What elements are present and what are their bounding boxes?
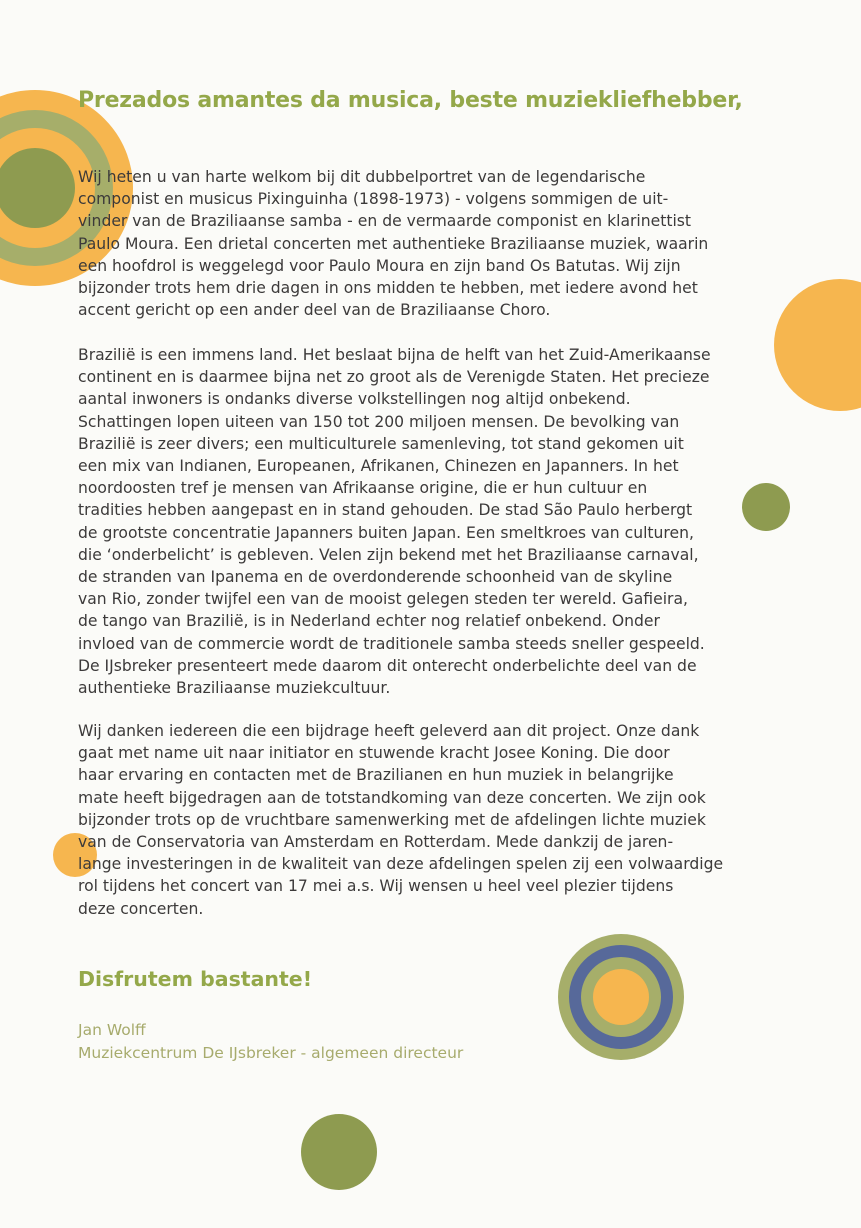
letter-heading: Prezados amantes da musica, beste muziekliefhebber, [78, 88, 743, 113]
paragraph-welcome: Wij heten u van harte welkom bij dit dubbelportret van de legendarische componist en musicus Pixinguinha (1898-1973) - volgens sommigen de uit- vinder van de Braziliaanse samba - en de vermaarde componist en klarinettist Paulo Moura. Een drietal concerten met authentieke Braziliaanse muziek, waarin een hoofdrol is weggelegd voor Paulo Moura en zijn band Os Batutas. Wij zijn bijzonder trots hem drie dagen in ons midden te hebben, met iedere avond het accent gericht op een ander deel van de Braziliaanse Choro. [78, 168, 709, 320]
paragraph-thanks: Wij danken iedereen die een bijdrage heeft geleverd aan dit project. Onze dank gaat met name uit naar initiator en stuwende kracht Josee Koning. Die door haar ervaring en contacten met de Brazilianen en hun muziek in belangrijke mate heeft bijgedragen aan de totstandkoming van deze concerten. We zijn ook bijzonder trots op de vruchtbare samenwerking met de afdelingen lichte muziek van de Conservatoria van Amsterdam en Rotterdam. Mede dankzij de jaren- lange investeringen in de kwaliteit van deze afdelingen spelen zij een volwaardige rol tijdens het concert van 17 mei a.s. Wij wensen u heel veel plezier tijdens deze concerten. [78, 722, 724, 918]
paragraph-brazil: Brazilië is een immens land. Het beslaat bijna de helft van het Zuid-Amerikaanse continent en is daarmee bijna net zo groot als de Verenigde Staten. Het precieze aantal inwoners is ondanks diverse volkstellingen nog altijd onbekend. Schattingen lopen uiteen van 150 tot 200 miljoen mensen. De bevolking van Brazilië is zeer divers; een multiculturele samenleving, tot stand gekomen uit een mix van Indianen, Europeanen, Afrikanen, Chinezen en Japanners. In het noordoosten tref je mensen van Afrikaanse origine, die er hun cultuur en tradities hebben aangepast en in stand gehouden. De stad São Paulo herbergt de grootste concentratie Japanners buiten Japan. Een smeltkroes van culturen, die ‘onderbelicht’ is gebleven. Velen zijn bekend met het Braziliaanse carnaval, de stranden van Ipanema en de overdonderende schoonheid van de skyline van Rio, zonder twijfel een van de mooist gelegen steden ter wereld. Gafieira, de tango van Brazilië, is in Nederland echter nog relatief onbekend. Onder invloed van de commercie wordt de traditionele samba steeds sneller gespeeld. De IJsbreker presenteert mede daarom dit onterecht onderbelichte deel van de authentieke Braziliaanse muziekcultuur. [78, 346, 711, 698]
closing-line: Disfrutem bastante! [78, 967, 313, 991]
signature-name: Jan Wolff [78, 1021, 146, 1039]
signature-title: Muziekcentrum De IJsbreker - algemeen directeur [78, 1044, 464, 1062]
